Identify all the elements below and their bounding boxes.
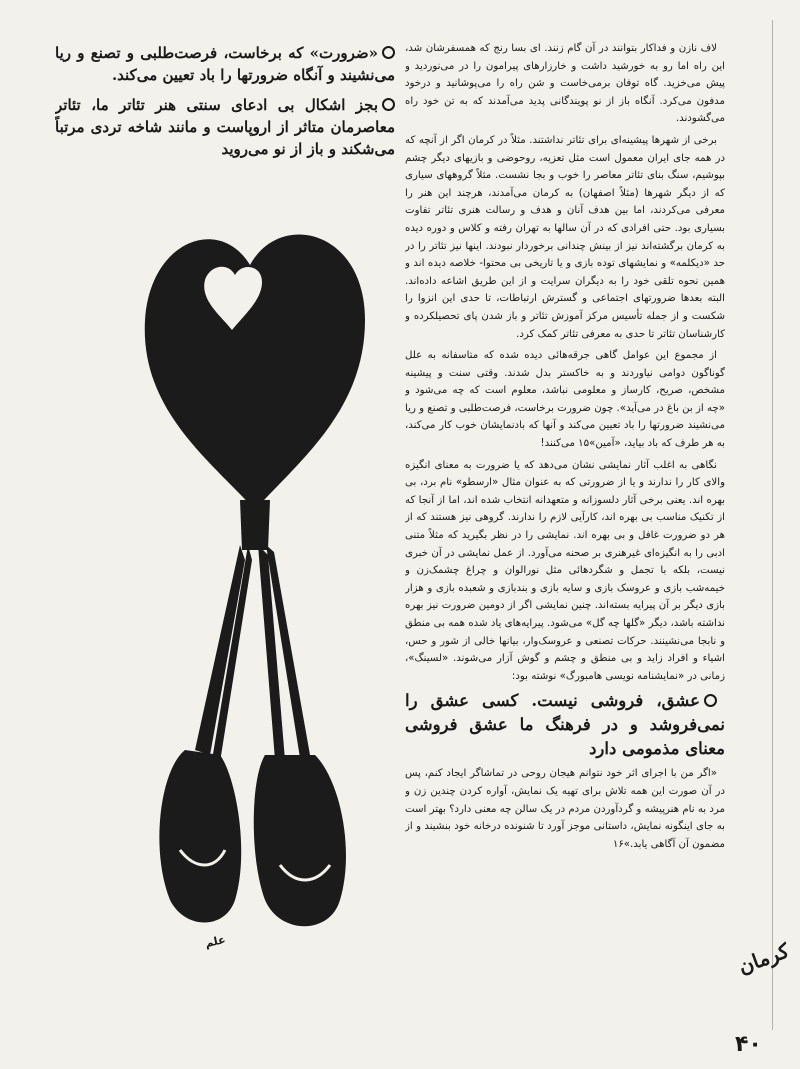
article-column [405, 40, 725, 1025]
body-paragraph: لاف نازن و فداکار بتوانند در آن گام زنند. ای بسا رنج که همسفرشان شد، این راه اما رو به خورشید داشت و خارزارهای پیرامون را در می‌نوردید و پیش می‌خزید. گاه توفان برمی‌خاست و شن راه را می‌پوشانید و درخود مدفون می‌کرد. آنگاه باز از نو پویندگانی پدید می‌آمدند که به تن خود راه می‌گشودند. [405, 43, 725, 125]
knot-shape [240, 500, 270, 550]
brand-logo-svg [738, 925, 794, 995]
page-spine-line [772, 20, 773, 1030]
body-paragraph: برخی از شهرها پیشینه‌ای برای تئاتر نداشتند. مثلاً در کرمان اگر از آنچه که در همه جای ایران معمول است مثل تعزیه، روحوضی و بازیهای دیگر چشم بپوشیم، سنگ بنای تئاتر معاصر را خوب و بجا نشست. مثلاً گروههای سیاری که از دیگر شهرها (مثلاً اصفهان) به کرمان می‌آمدند، هرچند این هنر را معرفی می‌کردند، اما بین هدف آنان و هدف و رسالت هنری تئاتر تفاوت بسیاری بود. حتی افرادی که در آن سالها به تهران رفته و کلاس و دوره دیده به کرمان برگشته‌اند نیز از بینش چندانی برخوردار نبودند. اینها نیز تئاتر را در حد «دیکلمه» و نمایشهای توده بازی و یا تاریخی بی محتوا- خلاصه دیده اند و همین نحوه تلقی خود را به دیگران سرایت و از این طریق اشاعه داده‌اند. البته بعدها ضرورتهای اجتماعی و گسترش ارتباطات، تا حدی این انزوا را شکست و از جمله تأسیس مرکز آموزش تئاتر و باز شدن پای تحصیلکرده و کارشناسان تئاتر تا حدی به معرفی تئاتر کمک کرد. [405, 134, 725, 340]
body-paragraph: از مجموع این عوامل گاهی جرقه‌هائی دیده شده که متاسفانه به علل گوناگون دوامی نیاوردند و به خاکستر بدل شدند. وقتی سنت و پیشینه مشخص، صریح، کارساز و معلومی نباشد، معلوم است که چه می‌شود و «چه از بن باغ در می‌آید». چون ضرورت برخاست، فرصت‌طلبی و تصنع و ریا می‌نشیند ضرورتها را باد تعیین می‌کند و آنها که بادنمایشان خوب کار می‌کند، به هر طرف که باد بیاید، «آمین»۱۵ می‌کنند! [405, 350, 725, 450]
closing-paragraph: «اگر من با اجرای اثر خود نتوانم هیجان روحی در تماشاگر ایجاد کنم، پس در آن صورت این همه تلاش برای تهیه یک نمایش، آواره کردن چندین زن و مرد به نام هنرپیشه و گردآوردن مردم در یک سالن چه معنی دارد؟ بهتر است به جای اینگونه نمایش، داستانی موجز آورد تا شنونده درخانه خود بنشیند و از مضمون آن آگاهی یابد.»۱۶ [405, 768, 725, 850]
artist-signature: علم [203, 932, 227, 951]
illustration-svg [140, 210, 370, 955]
pullquote-1: «ضرورت» که برخاست، فرصت‌طلبی و تصنع و ریا می‌نشیند و آنگاه ضرورتها را باد تعیین می‌کند. [55, 44, 395, 84]
circle-bullet-icon [382, 46, 395, 59]
body-paragraph: نگاهی به اغلب آثار نمایشی نشان می‌دهد که یا ضرورت به معنای انگیزه والای کار را ندارند و یا از ضرورتی که به عنوان مثال «ارسطو» نام برد، بی بهره اند. یعنی برخی آثار دلسوزانه و متعهدانه انتخاب شده اند، اما از آنجا که از تکنیک مناسب بی بهره اند، کارآیی لازم را ندارند. گروهی نیز هستند که از هر دو ضرورت غافل و بی بهره اند. نمایشی را در نظر بگیرید که مثلاً متنی ادبی را به انگیزه‌ای غیرهنری بر صحنه می‌آورد. از عمل نمایشی در آن خبری نیست، بلکه با تجمل و شگردهائی مثل نورالوان و چراغ چشمک‌زن و خیمه‌شب بازی و عروسک بازی و سایه بازی و بندبازی و شعبده بازی و هزار بازی دیگر بر آن پیرایه بسته‌اند. چنین نمایشی اگر از دومین ضرورت نیز بهره نداشته باشد، دیگر «گلها چه گل» می‌شود. پیرایه‌های یاد شده همه بی منطق و نابجا می‌نشینند. حرکات تصنعی و عروسک‌وار، بیانها خالی از شور و حس، اشیاء و افراد زاید و بی منطق و چشم و گوش آزار می‌شوند. «لسینگ»، زمانی در «نمایشنامه نویسی هامبورگ» نوشته بود: [405, 459, 725, 682]
circle-bullet-icon [382, 98, 395, 111]
heart-legs-illustration [140, 210, 370, 955]
right-shoe [254, 755, 346, 926]
left-shoe [159, 750, 241, 923]
page-number: ۴۰ [735, 1032, 762, 1057]
brand-logo [738, 925, 794, 995]
inline-pullquote: عشق، فروشی نیست. کسی عشق را نمی‌فروشد و در فرهنگ ما عشق فروشی معنای مذمومی دارد [405, 691, 725, 759]
pullquote-2: بجز اشکال بی ادعای سنتی هنر تئاتر ما، تئاتر معاصرمان متاثر از اروپاست و مانند شاخه تردی مرتباً می‌شکند و باز از نو می‌روید [55, 96, 395, 158]
brand-name: کرمان [738, 938, 793, 979]
circle-bullet-icon [704, 694, 717, 707]
left-pullquotes [55, 42, 395, 202]
